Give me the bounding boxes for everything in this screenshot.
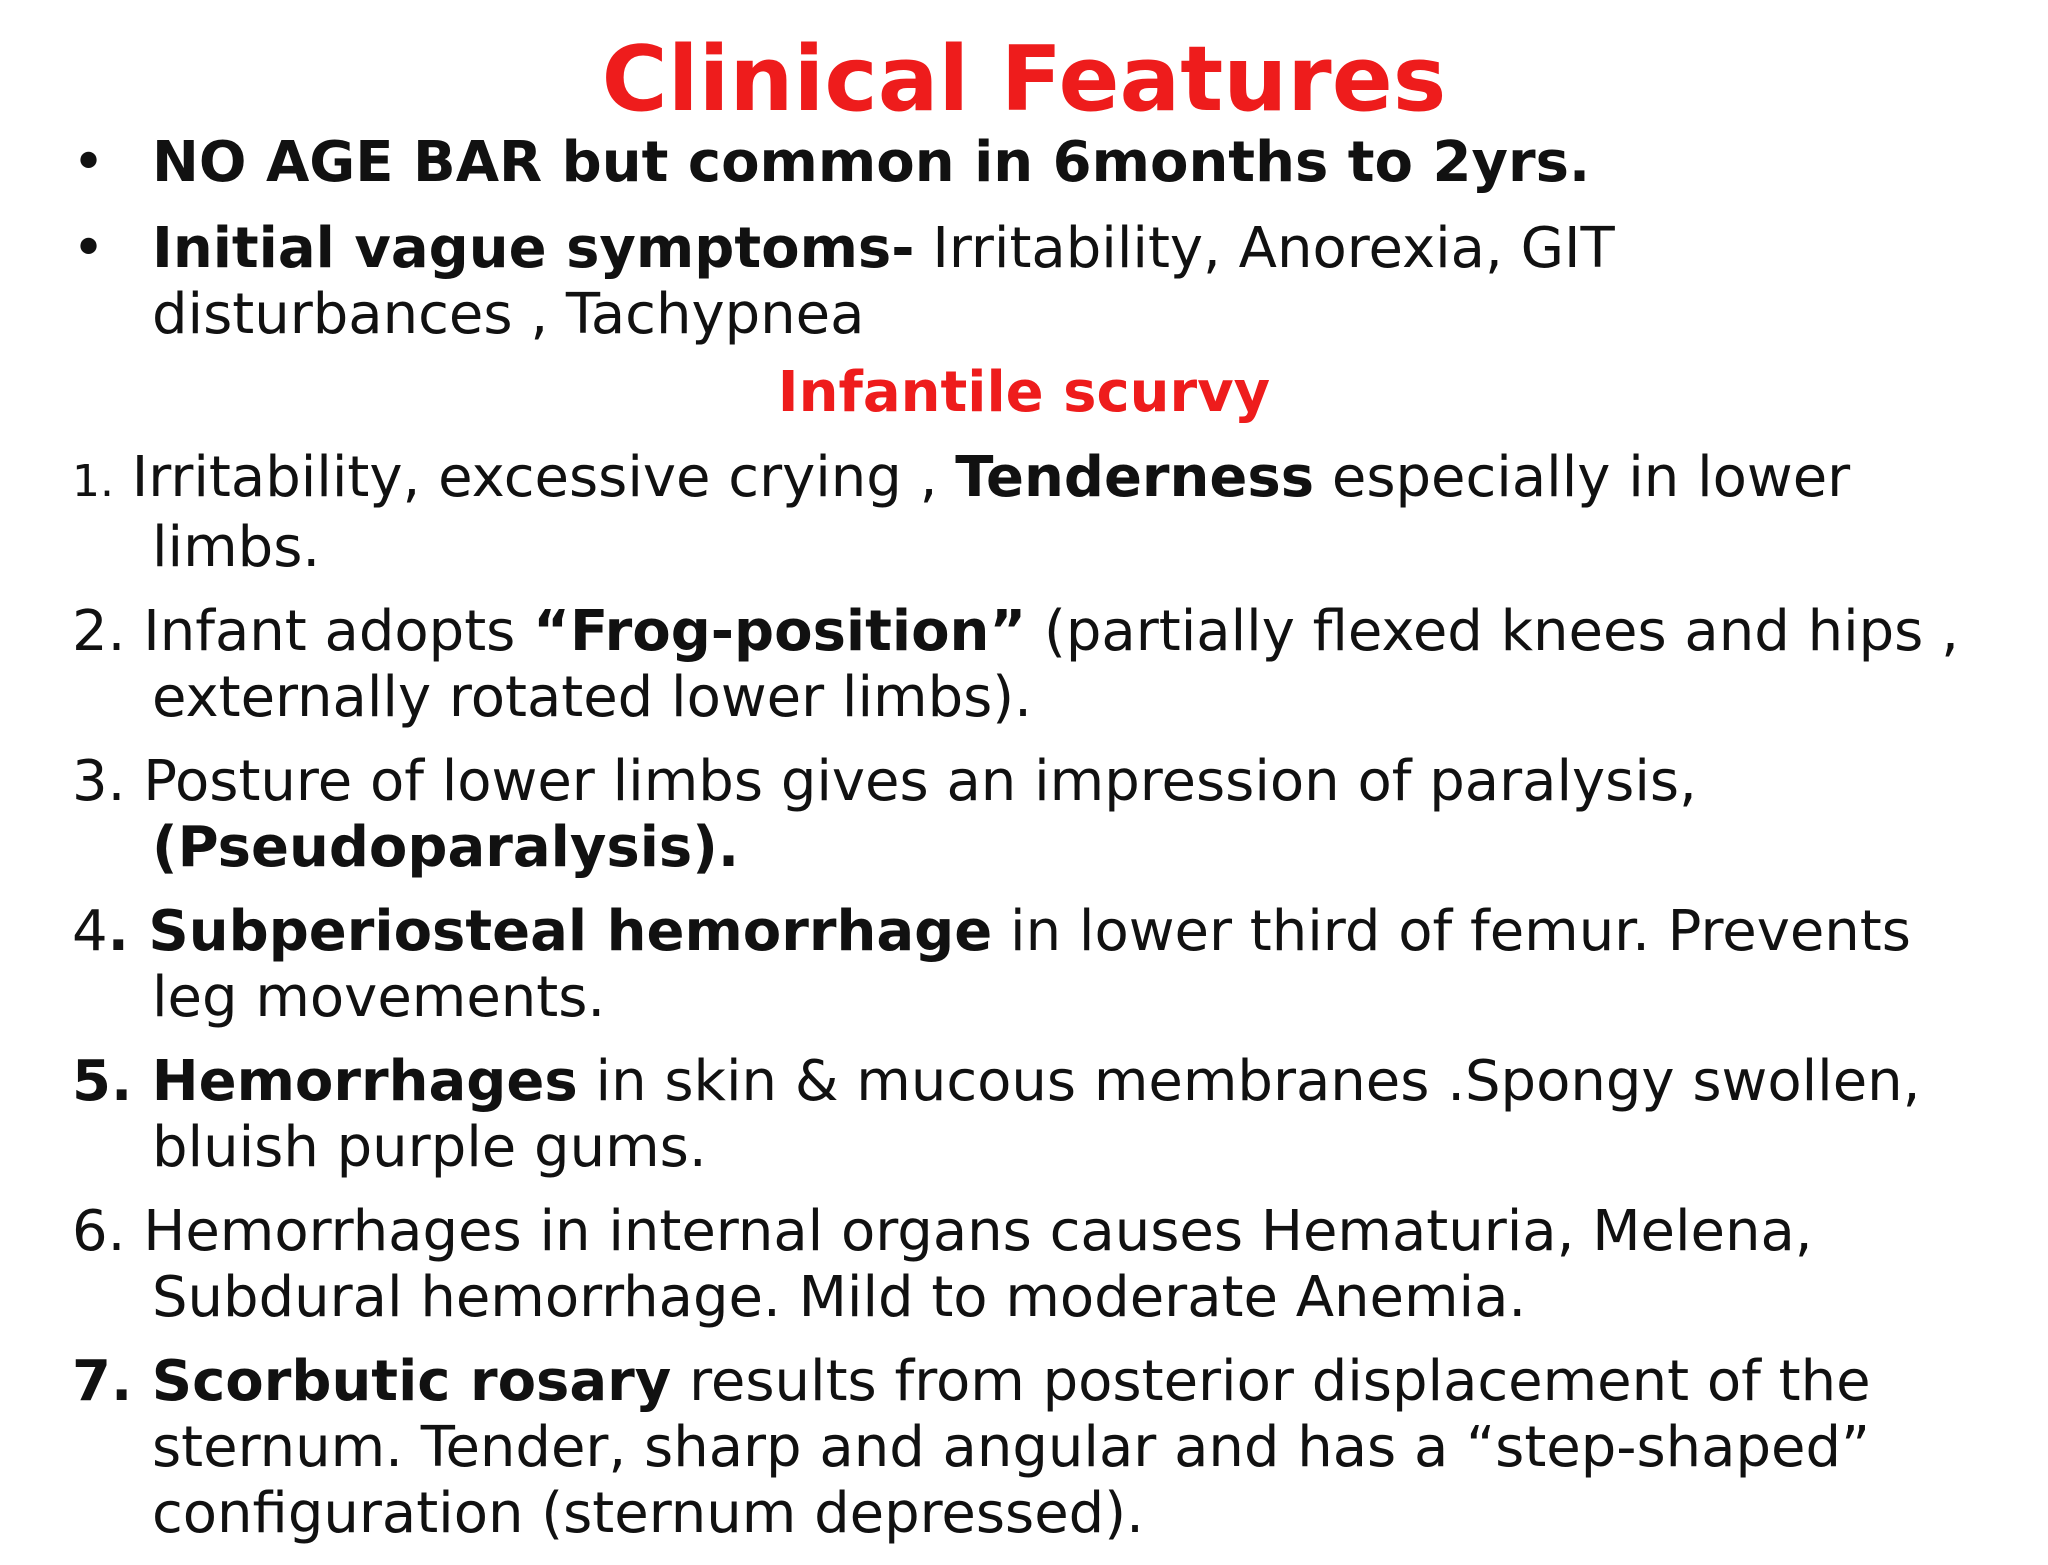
item-number: 2. — [72, 599, 126, 664]
bullet-list — [72, 130, 1992, 368]
bullet-dot-icon: • — [72, 130, 106, 195]
bullet-bold-text: Initial vague symptoms- — [152, 216, 915, 281]
bullet-text: Irritability, Anorexia, GIT disturbances , Tachypnea — [152, 216, 1615, 347]
bullet-item — [72, 130, 1992, 196]
item-text: results from posterior displacement of the sternum. Tender, sharp and angular and has a “step-shaped” configuration (sternum depressed). — [152, 1349, 1871, 1546]
item-text: especially in lower limbs. — [152, 445, 1851, 580]
item-bold-text: . Subperiosteal hemorrhage — [107, 899, 993, 964]
list-item — [72, 749, 1992, 881]
item-bold-text: Tenderness — [955, 445, 1315, 510]
item-bold-text: “Frog-position” — [533, 599, 1027, 664]
list-item — [72, 1349, 1992, 1547]
list-item — [72, 445, 1992, 581]
bullet-item — [72, 216, 1992, 348]
list-item — [72, 899, 1992, 1031]
list-item — [72, 1199, 1992, 1331]
slide-title: Clinical Features — [601, 27, 1447, 132]
item-number: 1. — [72, 456, 114, 507]
bullet-dot-icon: • — [72, 216, 106, 281]
item-text: (partially flexed knees and hips , externally rotated lower limbs). — [152, 599, 1959, 730]
item-bold-text: 5. Hemorrhages — [72, 1049, 578, 1114]
item-text: in skin & mucous membranes .Spongy swollen, bluish purple gums. — [152, 1049, 1921, 1180]
bullet-bold-text: NO AGE BAR but common in 6months to 2yrs. — [152, 130, 1591, 195]
list-item — [72, 1049, 1992, 1181]
item-text: Posture of lower limbs gives an impression of paralysis, — [125, 749, 1697, 814]
numbered-list — [72, 445, 1992, 1565]
item-text: in lower third of femur. Prevents leg movements. — [152, 899, 1911, 1030]
item-text: Hemorrhages in internal organs causes Hematuria, Melena, Subdural hemorrhage. Mild to moderate Anemia. — [125, 1199, 1813, 1330]
section-subtitle: Infantile scurvy — [777, 360, 1271, 425]
item-bold-text: (Pseudoparalysis). — [152, 815, 740, 880]
item-number: 6. — [72, 1199, 126, 1264]
item-bold-text: 7. Scorbutic rosary — [72, 1349, 672, 1414]
item-number: 3. — [72, 749, 126, 814]
item-text: Irritability, excessive crying , — [113, 445, 956, 510]
item-text: Infant adopts — [125, 599, 534, 664]
list-item — [72, 599, 1992, 731]
item-number: 4 — [72, 899, 108, 964]
